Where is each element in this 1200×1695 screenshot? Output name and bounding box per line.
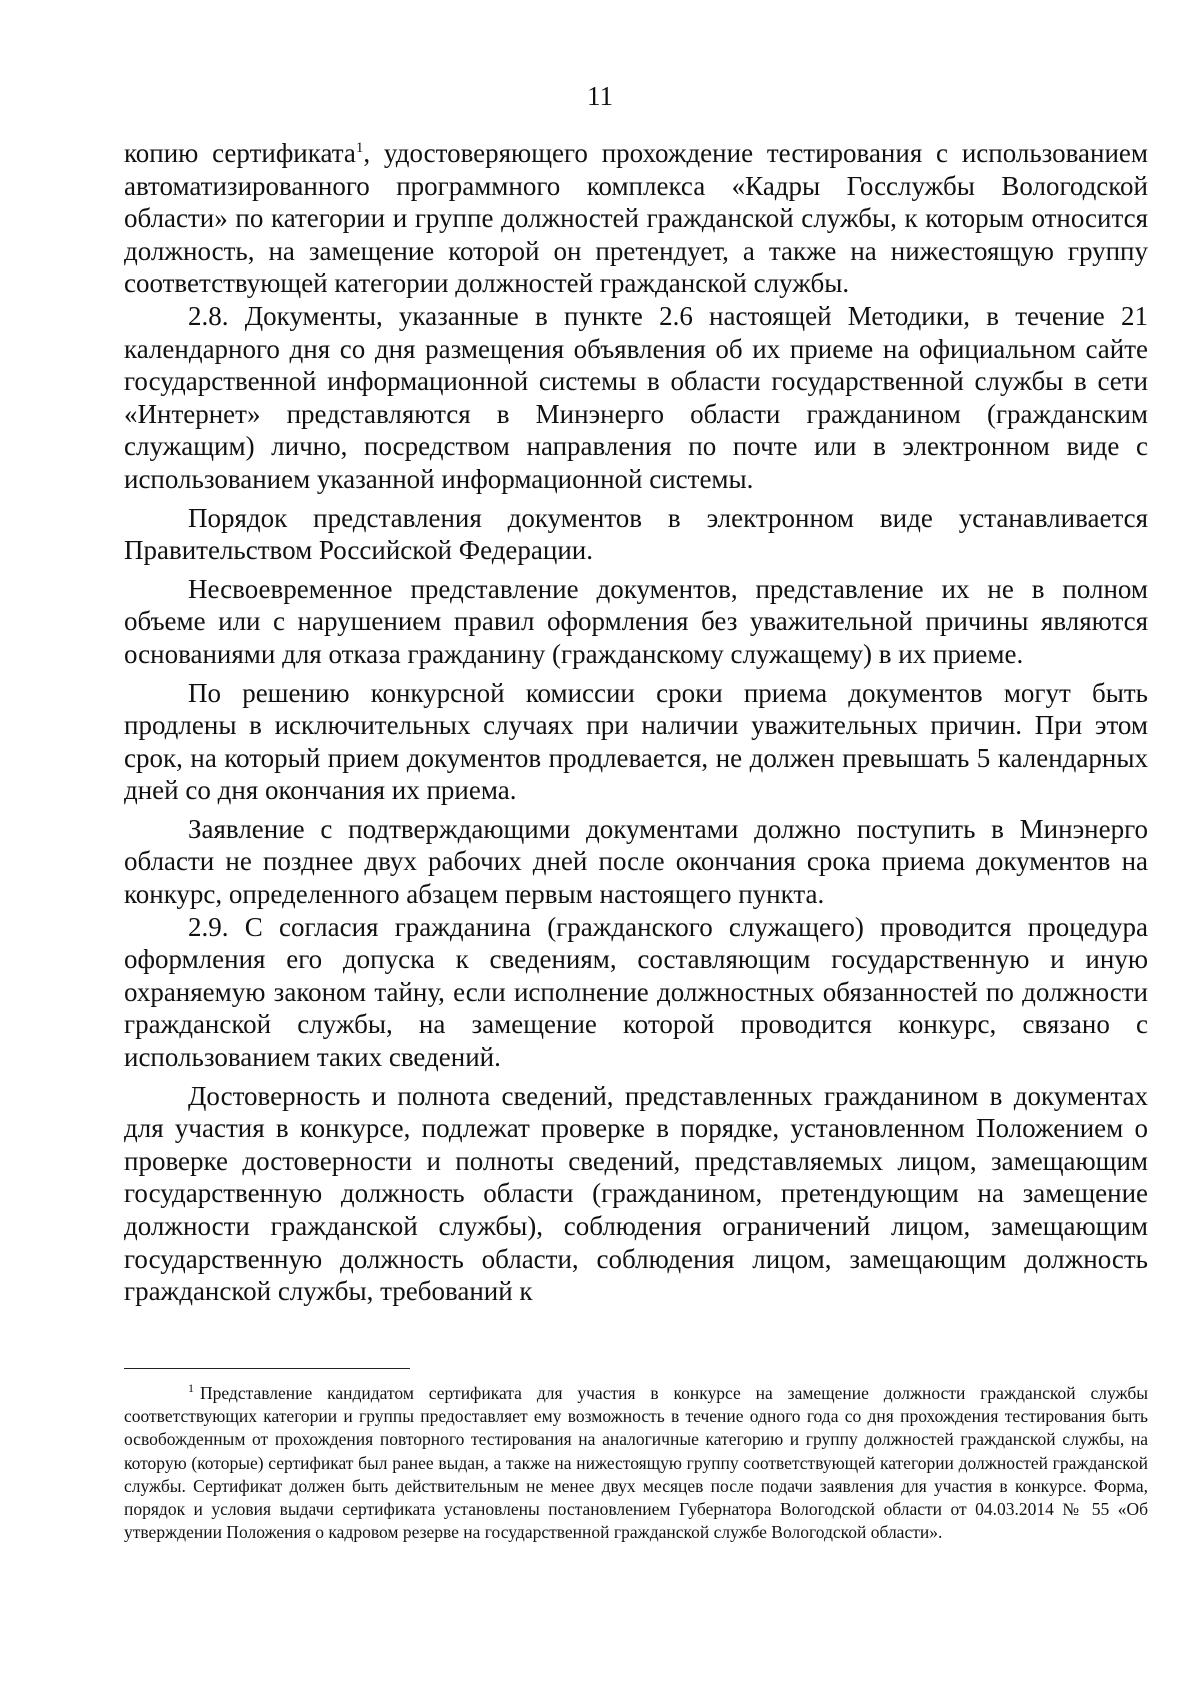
- paragraph-text: копию сертификата: [124, 138, 356, 168]
- paragraph-2-8: 2.8. Документы, указанные в пункте 2.6 настоящей Методики, в течение 21 календарного дня со дня размещения объявления об их приеме на официальном сайте государственной информационной системы в области государственной службы в сети «Интернет» представляются в Минэнерго области гражданином (гражданским служащим) лично, посредством направления по почте или в электронном виде с использованием указанной информационной системы.: [124, 300, 1148, 494]
- paragraph-2-9: 2.9. С согласия гражданина (гражданского служащего) проводится процедура оформления его допуска к сведениям, составляющим государственную и иную охраняемую законом тайну, если исполнение должностных обязанностей по должности гражданской службы, на замещение которой проводится конкурс, связано с использованием таких сведений.: [124, 911, 1148, 1073]
- footnote-marker: 1: [188, 1381, 194, 1396]
- paragraph-application-deadline: Заявление с подтверждающими документами должно поступить в Минэнерго области не позднее двух рабочих дней после окончания срока приема документов на конкурс, определенного абзацем первым настоящего пункта.: [124, 813, 1148, 910]
- footnote-separator: [124, 1368, 410, 1369]
- paragraph-text: , удостоверяющего прохождение тестирования с использованием автоматизированного программного комплекса «Кадры Госслужбы Вологодской области» по категории и группе должностей гражданской службы, к которым относится должность, на замещение которой он претендует, а также на нижестоящую группу соответствующей категории должностей гражданской службы.: [124, 138, 1149, 299]
- footnote: [124, 1382, 1148, 1544]
- paragraph-verification: Достоверность и полнота сведений, представленных гражданином в документах для участия в конкурсе, подлежат проверке в порядке, установленном Положением о проверке достоверности и полноты сведений, представляемых лицом, замещающим государственную должность области (гражданином, претендующим на замещение должности гражданской службы), соблюдения ограничений лицом, замещающим государственную должность области, соблюдения лицом, замещающим должность гражданской службы, требований к: [124, 1080, 1148, 1307]
- paragraph-electronic-submission: Порядок представления документов в электронном виде устанавливается Правительством Российской Федерации.: [124, 502, 1148, 566]
- footnote-reference: 1: [355, 140, 364, 156]
- footnote-paragraph: [124, 1382, 1148, 1544]
- page-number: 11: [587, 81, 613, 111]
- paragraph-refusal-grounds: Несвоевременное представление документов, представление их не в полном объеме или с нарушением правил оформления без уважительной причины являются основаниями для отказа гражданину (гражданскому служащему) в их приеме.: [124, 573, 1148, 669]
- paragraph-certificate-continuation: [124, 137, 1148, 300]
- footnote-text: Представление кандидатом сертификата для участия в конкурсе на замещение должности гражданской службы соответствующих категории и группы предоставляет ему возможность в течение одного года со дня прохождения тестирования быть освобожденным от прохождения повторного тестирования на аналогичные категорию и группу должностей гражданской службы, на которую (которые) сертификат был ранее выдан, а также на нижестоящую группу соответствующей категории должностей гражданской службы. Сертификат должен быть действительным не менее двух месяцев после подачи заявления для участия в конкурсе. Форма, порядок и условия выдачи сертификата установлены постановлением Губернатора Вологодской области от 04.03.2014 № 55 «Об утверждении Положения о кадровом резерве на государственной гражданской службе Вологодской области».: [124, 1383, 1148, 1543]
- document-body: [124, 137, 1148, 1314]
- paragraph-deadline-extension: По решению конкурсной комиссии сроки приема документов могут быть продлены в исключительных случаях при наличии уважительных причин. При этом срок, на который прием документов продлевается, не должен превышать 5 календарных дней со дня окончания их приема.: [124, 677, 1148, 806]
